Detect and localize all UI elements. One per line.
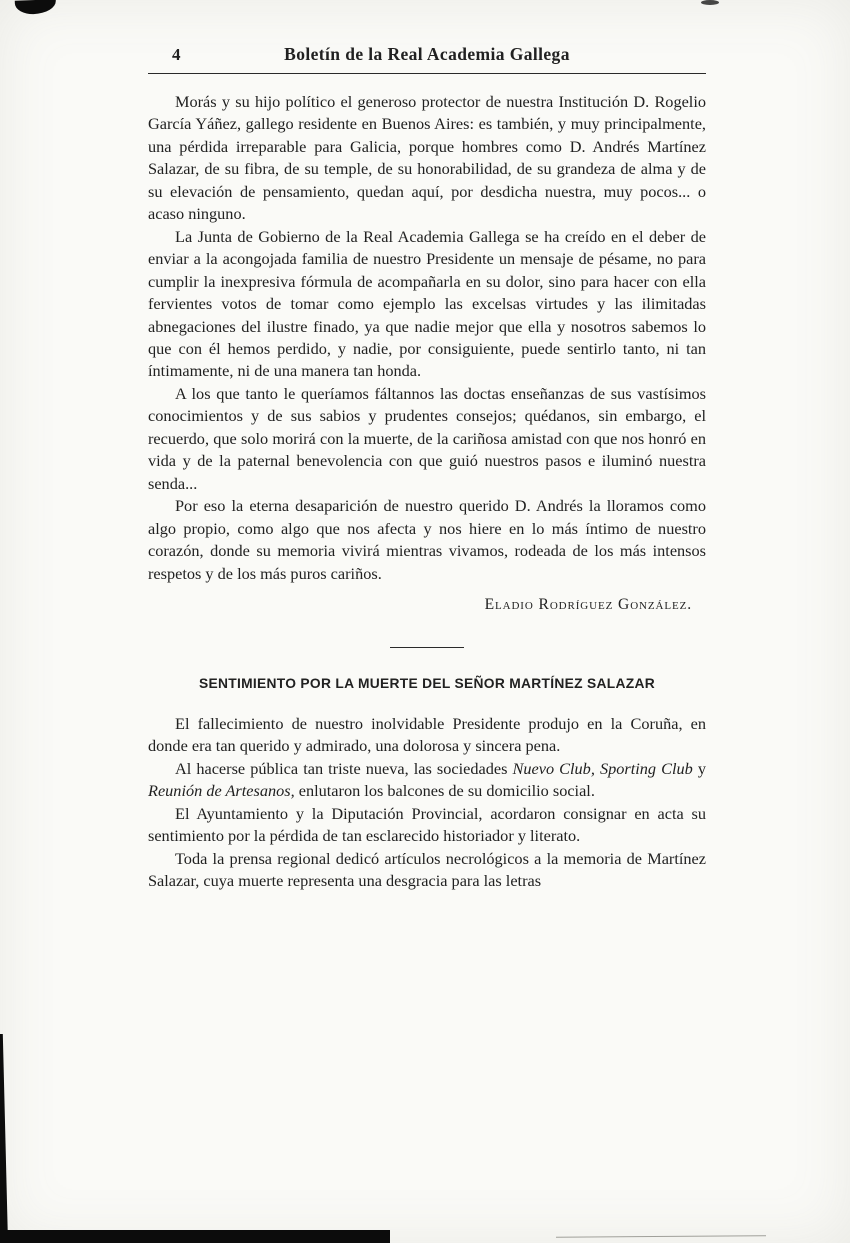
paragraph: El Ayuntamiento y la Diputación Provincial, acordaron consignar en acta su sentimiento por la pérdida de tan esclarecido historiador y literato.: [148, 803, 706, 846]
author-signature: Eladio Rodríguez González.: [484, 595, 692, 613]
paragraph: Morás y su hijo político el generoso protector de nuestra Institución D. Rogelio García Yáñez, gallego residente en Buenos Aires: es también, y muy principalmente, una pérdida irreparable para Galicia, porque hombres como D. Andrés Martínez Salazar, de su fibra, de su temple, de su honorabilidad, de su grandeza de alma y de su elevación de pensamiento, quedan aquí, por desdicha nuestra, muy pocos... o acaso ninguno.: [148, 92, 706, 224]
paragraph: El fallecimiento de nuestro inolvidable Presidente produjo en la Coruña, en donde era tan querido y admirado, una dolorosa y sincera pena.: [148, 713, 706, 756]
page-content: [148, 44, 706, 893]
section-separator: [390, 647, 464, 648]
paragraph-text: enlutaron los balcones de su domicilio social.: [294, 781, 595, 801]
section-heading: SENTIMIENTO POR LA MUERTE DEL SEÑOR MARTÍNEZ SALAZAR: [198, 676, 656, 692]
page-body: [148, 91, 706, 893]
society-name-reunion-de-artesanos: Reunión de Artesanos,: [148, 781, 295, 801]
scan-artifact-top-left: [15, 0, 56, 15]
paragraph-text: Al hacerse pública tan triste nueva, las sociedades: [175, 758, 513, 778]
header-rule: [148, 73, 706, 74]
paragraph: Por eso la eterna desaparición de nuestro querido D. Andrés la lloramos como algo propio, como algo que nos afecta y nos hiere en lo más íntimo de nuestro corazón, donde su memoria vivirá mientras vivamos, rodeada de los más intensos respetos y de los más puros cariños.: [148, 496, 706, 583]
scan-artifact-left-edge: [0, 1034, 8, 1243]
scan-artifact-top-speck: [701, 0, 719, 5]
paragraph: A los que tanto le queríamos fáltannos las doctas enseñanzas de sus vastísimos conocimientos y de sus sabios y prudentes consejos; quédanos, sin embargo, el recuerdo, que solo morirá con la muerte, de la cariñosa amistad con que nos honró en vida y de la paternal benevolencia con que guió nuestros pasos e iluminó nuestra senda...: [148, 383, 706, 493]
society-name-nuevo-club: Nuevo Club,: [512, 758, 595, 778]
paragraph: La Junta de Gobierno de la Real Academia Gallega se ha creído en el deber de enviar a la acongojada familia de nuestro Presidente un mensaje de pésame, no para cumplir la inexpresiva fórmula de acompañarla en su dolor, sino para hacer con ella fervientes votos de tomar como ejemplo las excelsas virtudes y las ilimitadas abnegaciones del ilustre finado, ya que nadie mejor que ella y nosotros sabemos lo que con él hemos perdido, y nadie, por consiguiente, puede sentirlo tanto, ni tan íntimamente, ni de una manera tan honda.: [148, 226, 706, 381]
page-header: [148, 44, 706, 68]
page-number: 4: [172, 45, 181, 64]
paragraph: Toda la prensa regional dedicó artículos necrológicos a la memoria de Martínez Salazar, cuya muerte representa una desgracia para las letras: [148, 848, 706, 891]
paragraph-text: y: [692, 758, 706, 778]
paragraph: [148, 758, 706, 803]
scan-artifact-scratch: [556, 1235, 766, 1237]
scan-artifact-bottom-edge: [0, 1230, 390, 1243]
society-name-sporting-club: Sporting Club: [599, 758, 693, 778]
running-title: Boletín de la Real Academia Gallega: [284, 44, 570, 64]
